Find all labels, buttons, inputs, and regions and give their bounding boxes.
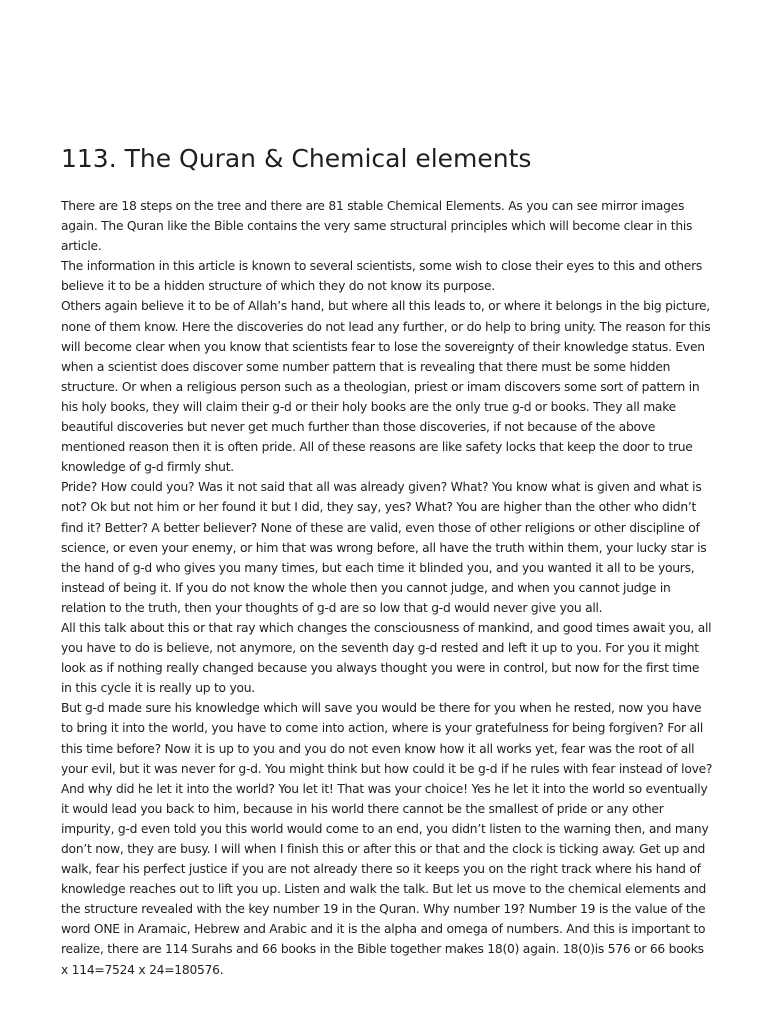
article-title: 113. The Quran & Chemical elements [61,144,532,173]
paragraph-4: Pride? How could you? Was it not said that all was already given? What? You know what is given and what is not? Ok but not him or her found it but I did, they say, yes? What? You are higher than the other who didn’t find it? Better? A better believer? None of these are valid, even those of other religions or other discipline of science, or even your enemy, or him that was wrong before, all have the truth within them, your lucky star is the hand of g-d who gives you many times, but each time it blinded you, and you wanted it all to be yours, instead of being it. If you do not know the whole then you cannot judge, and when you cannot judge in relation to the truth, then your thoughts of g-d are so low that g-d would never give you all. [61,480,707,615]
paragraph-6: But g-d made sure his knowledge which will save you would be there for you when he rested, now you have to bring it into the world, you have to come into action, where is your gratefulness for being forgiven? For all this time before? Now it is up to you and you do not even know how it all works yet, fear was the root of all your evil, but it was never for g-d. You might think but how could it be g-d if he rules with fear instead of love? And why did he let it into the world? You let it! That was your choice! Yes he let it into the world so eventually it would lead you back to him, because in his world there cannot be the smallest of pride or any other impurity, g-d even told you this world would come to an end, you didn’t listen to the warning then, and many don’t now, they are busy. I will when I finish this or after this or that and the clock is ticking away. Get up and walk, fear his perfect justice if you are not already there so it keeps you on the right track where his hand of knowledge reaches out to lift you up. Listen and walk the talk. But let us move to the chemical elements and the structure revealed with the key number 19 in the Quran. Why number 19? Number 19 is the value of the word ONE in Aramaic, Hebrew and Arabic and it is the alpha and omega of numbers. And this is important to realize, there are 114 Surahs and 66 books in the Bible together makes 18(0) again. 18(0)is 576 or 66 books x 114=7524 x 24=180576. [61,701,713,977]
paragraph-3: Others again believe it to be of Allah’s hand, but where all this leads to, or where it belongs in the big picture, none of them know. Here the discoveries do not lead any further, or do help to bring unity. The reason for this will become clear when you know that scientists fear to lose the sovereignty of their knowledge status. Even when a scientist does discover some number pattern that is revealing that there must be some hidden structure. Or when a religious person such as a theologian, priest or imam discovers some sort of pattern in his holy books, they will claim their g-d or their holy books are the only true g-d or books. They all make beautiful discoveries but never get much further than those discoveries, if not because of the above mentioned reason then it is often pride. All of these reasons are like safety locks that keep the door to true knowledge of g-d firmly shut. [61,299,711,475]
article-body [61,196,713,980]
paragraph-1: There are 18 steps on the tree and there are 81 stable Chemical Elements. As you can see mirror images again. The Quran like the Bible contains the very same structural principles which will become clear in this article. [61,199,693,254]
paragraph-2: The information in this article is known to several scientists, some wish to close their eyes to this and others believe it to be a hidden structure of which they do not know its purpose. [61,259,703,294]
paragraph-5: All this talk about this or that ray which changes the consciousness of mankind, and good times await you, all you have to do is believe, not anymore, on the seventh day g-d rested and left it up to you. For you it might look as if nothing really changed because you always thought you were in control, but now for the first time in this cycle it is really up to you. [61,620,712,696]
